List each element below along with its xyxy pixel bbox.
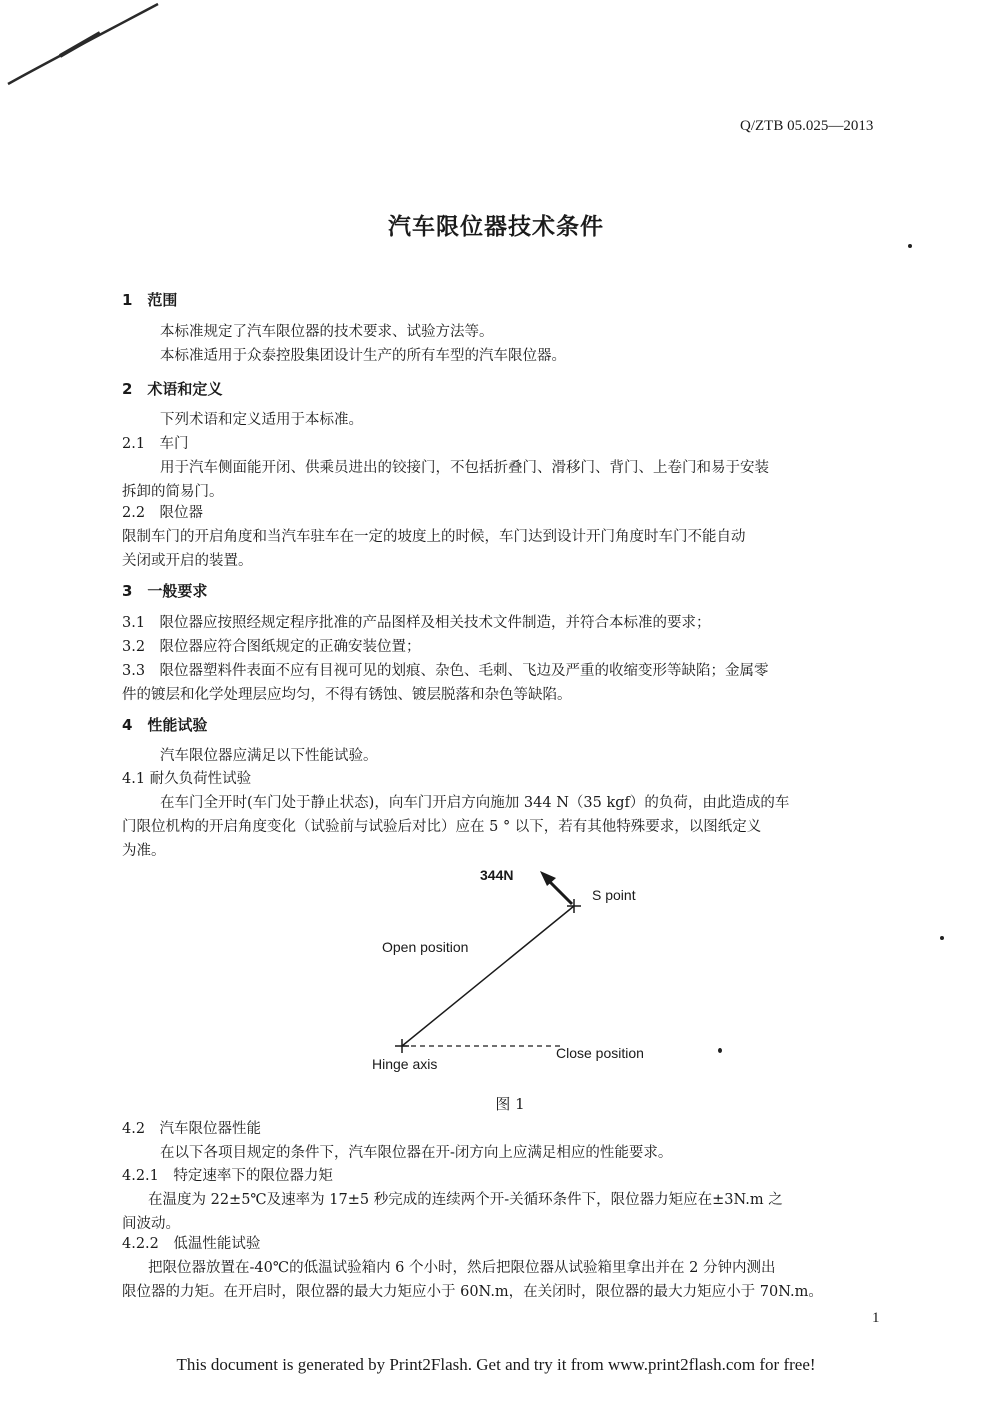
- page-number: 1: [872, 1310, 880, 1326]
- figure-caption: 图 1: [495, 1095, 525, 1113]
- open-position-label: Open position: [382, 939, 469, 955]
- section-4-heading: 4 性能试验: [122, 716, 208, 734]
- scan-artefact: [0, 0, 170, 95]
- paragraph: 门限位机构的开启角度变化（试验前与试验后对比）应在 5 ° 以下，若有其他特殊要求，以图纸定义: [122, 819, 762, 835]
- paragraph: 为准。: [122, 843, 166, 859]
- paragraph: 件的镀层和化学处理层应均匀，不得有锈蚀、镀层脱落和杂色等缺陷。: [122, 687, 572, 703]
- paragraph: 把限位器放置在-40℃的低温试验箱内 6 个小时，然后把限位器从试验箱里拿出并在 2 分钟内测出: [148, 1260, 776, 1276]
- force-label: 344N: [480, 867, 514, 883]
- scan-speck: [718, 1048, 722, 1053]
- subsection-heading: 2.2 限位器: [122, 505, 204, 521]
- paragraph: 3.3 限位器塑料件表面不应有目视可见的划痕、杂色、毛刺、飞边及严重的收缩变形等缺陷；金属零: [122, 663, 769, 679]
- paragraph: 限制车门的开启角度和当汽车驻车在一定的坡度上的时候，车门达到设计开门角度时车门不能自动: [122, 529, 746, 545]
- footer-note: This document is generated by Print2Flash. Get and try it from www.print2flash.com for free!: [176, 1355, 816, 1374]
- paragraph: 限位器的力矩。在开启时，限位器的最大力矩应小于 60N.m，在关闭时，限位器的最大力矩应小于 70N.m。: [122, 1284, 823, 1300]
- paragraph: 在温度为 22±5℃及速率为 17±5 秒完成的连续两个开-关循环条件下，限位器力矩应在±3N.m 之: [148, 1192, 783, 1208]
- subsection-heading: 4.2.1 特定速率下的限位器力矩: [122, 1168, 333, 1184]
- paragraph: 本标准规定了汽车限位器的技术要求、试验方法等。: [160, 324, 494, 340]
- door-limiter-diagram: [360, 858, 680, 1078]
- close-position-label: Close position: [556, 1045, 644, 1061]
- paragraph: 汽车限位器应满足以下性能试验。: [160, 748, 378, 764]
- paragraph: 用于汽车侧面能开闭、供乘员进出的铰接门，不包括折叠门、滑移门、背门、上卷门和易于安装: [160, 460, 769, 476]
- subsection-heading: 2.1 车门: [122, 436, 189, 452]
- paragraph: 拆卸的简易门。: [122, 484, 224, 500]
- standard-number: Q/ZTB 05.025—2013: [740, 118, 874, 134]
- paragraph: 间波动。: [122, 1216, 180, 1232]
- force-arrow: [540, 871, 572, 904]
- document-title: 汽车限位器技术条件: [388, 214, 604, 240]
- open-position-line: [402, 906, 574, 1046]
- section-2-heading: 2 术语和定义: [122, 380, 223, 398]
- section-1-heading: 1 范围: [122, 291, 178, 309]
- scan-speck: [908, 244, 912, 248]
- scan-speck: [940, 936, 944, 940]
- paragraph: 3.2 限位器应符合图纸规定的正确安装位置；: [122, 639, 421, 655]
- section-3-heading: 3 一般要求: [122, 582, 208, 600]
- hinge-axis-label: Hinge axis: [372, 1056, 438, 1072]
- s-point-label: S point: [592, 887, 636, 903]
- subsection-heading: 4.2.2 低温性能试验: [122, 1236, 261, 1252]
- paragraph: 本标准适用于众泰控股集团设计生产的所有车型的汽车限位器。: [160, 348, 566, 364]
- paragraph: 在车门全开时(车门处于静止状态)，向车门开启方向施加 344 N（35 kgf）的负荷，由此造成的车: [160, 795, 790, 811]
- paragraph: 3.1 限位器应按照经规定程序批准的产品图样及相关技术文件制造，并符合本标准的要求；: [122, 615, 711, 631]
- paragraph: 下列术语和定义适用于本标准。: [160, 412, 363, 428]
- subsection-heading: 4.1 耐久负荷性试验: [122, 771, 252, 787]
- paragraph: 在以下各项目规定的条件下，汽车限位器在开-闭方向上应满足相应的性能要求。: [160, 1145, 673, 1161]
- subsection-heading: 4.2 汽车限位器性能: [122, 1121, 262, 1137]
- paragraph: 关闭或开启的装置。: [122, 553, 253, 569]
